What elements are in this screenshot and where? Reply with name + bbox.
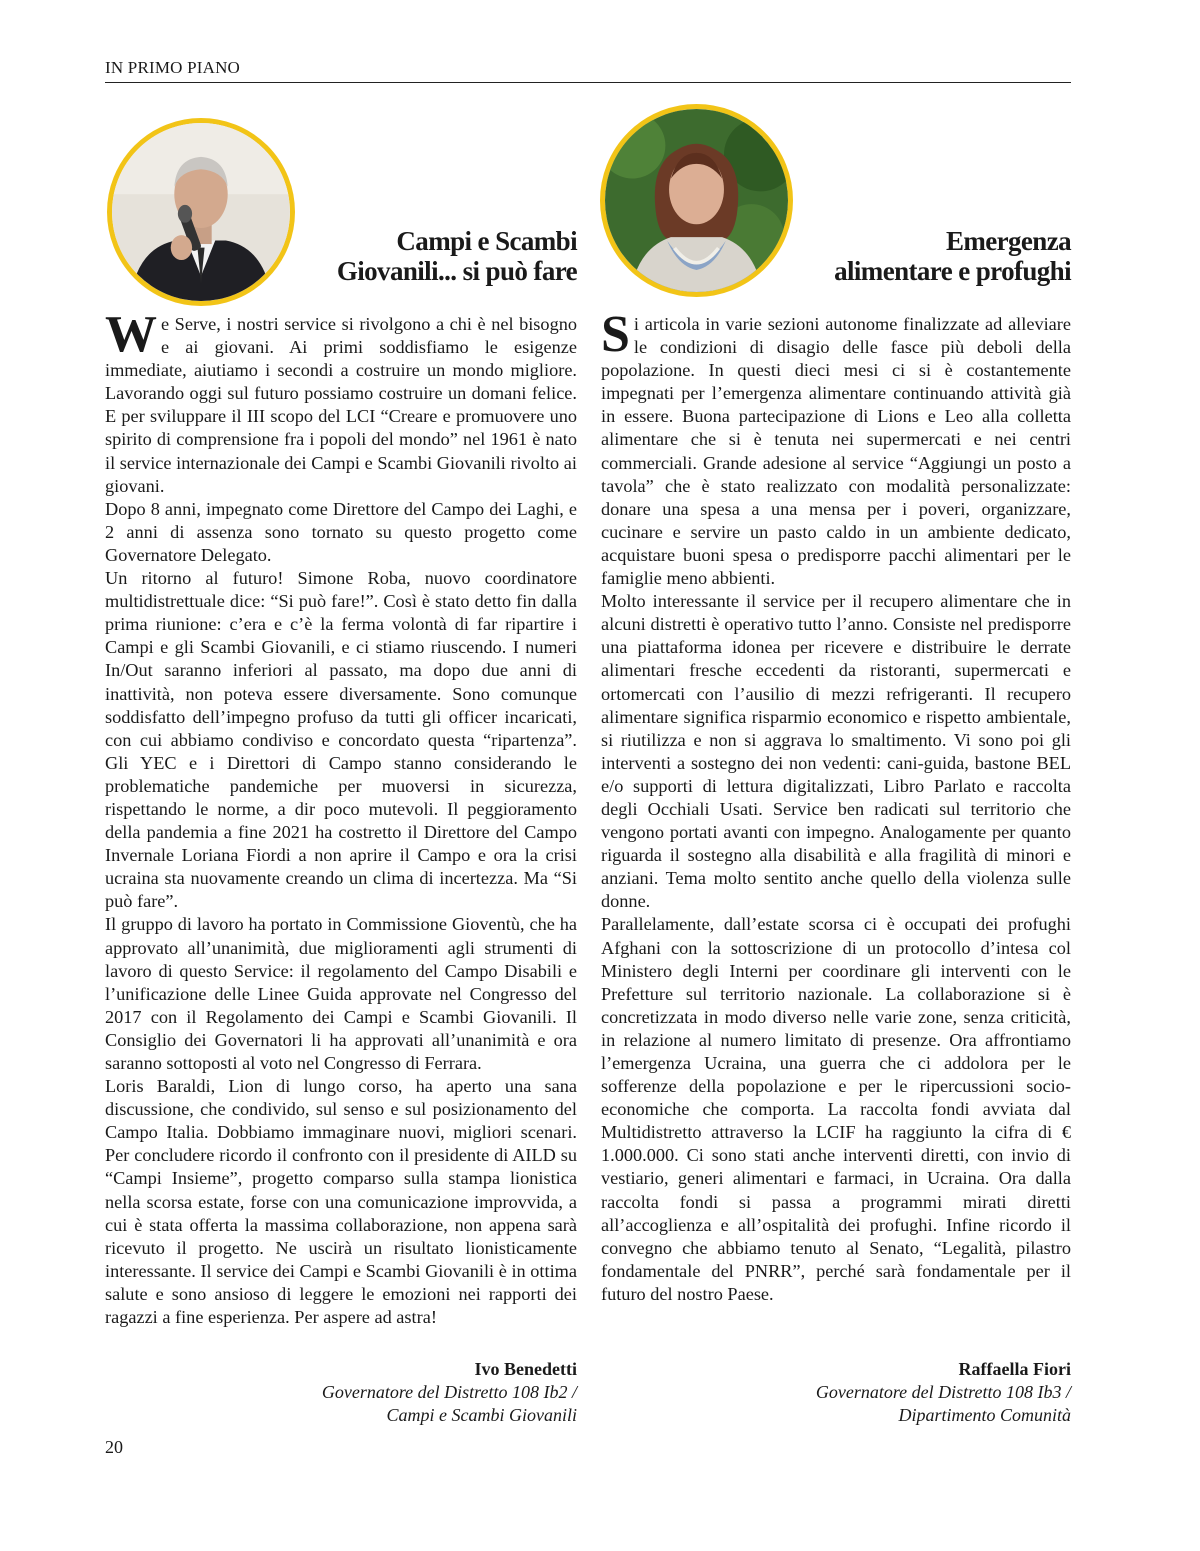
right-paragraph [601, 306, 1071, 590]
page-number: 20 [105, 1437, 123, 1457]
left-article-title [300, 226, 577, 286]
left-title-line1: Campi e Scambi [396, 226, 577, 256]
right-paragraph: Parallelamente, dall’estate scorsa ci è occupati dei profughi Afghani con la sottoscrizione di un protocollo d’intesa col Ministero degli Interni per coordinare gli interventi con le Prefetture sul territorio nazionale. La collaborazione si è concretizzata in modo diverso nelle varie zone, senza criticità, in relazione al numero limitato di presenze. Ora affrontiamo l’emergenza Ucraina, una guerra che ci addolora per le sofferenze della popolazione e per le ripercussioni socio-economiche che comporta. La raccolta fondi avviata dal Multidistretto attraverso la LCIF ha raggiunto la cifra di € 1.000.000. Ci sono stati anche interventi diretti, con invio di vestiario, generi alimentari e farmaci, in Ucraina. Ora dalla raccolta fondi si passa a programmi mirati diretti all’accoglienza e all’ospitalità dei profughi. Infine ricordo il convegno che abbiamo tenuto al Senato, “Legalità, pilastro fondamentale del PNRR”, perché sarà fondamentale per il futuro del nostro Paese. [601, 914, 1071, 1304]
section-header: IN PRIMO PIANO [105, 58, 1071, 83]
author-name: Raffaella Fiori [958, 1359, 1071, 1379]
left-paragraph: Dopo 8 anni, impegnato come Direttore del Campo dei Laghi, e 2 anni di assenza sono tornato su questo progetto come Governatore Delegato. [105, 498, 577, 565]
right-article-body [601, 306, 1071, 1306]
left-paragraph: Loris Baraldi, Lion di lungo corso, ha aperto una sana discussione, che condivido, sul senso e sul posizionamento del Campo Italia. Dobbiamo immaginare nuovi, migliori scenari. Per concludere ricordo il confronto con il presidente di AILD su “Campi Insieme”, progetto comparso sulla stampa lionistica nella scorsa estate, forse con una comunicazione improvvida, a cui è stata offerta la massima collaborazione, non appena sarà ricevuto il progetto. Ne uscirà un risultato lionisticamente interessante. Il service dei Campi e Scambi Giovanili è in ottima salute e sono ansioso di leggere le emozioni nei rapporti dei ragazzi a fine esperienza. Per aspere ad astra! [105, 1076, 577, 1328]
left-paragraph [105, 306, 577, 498]
right-paragraph: Molto interessante il service per il recupero alimentare che in alcuni distretti è operativo tutto l’anno. Consiste nel predisporre una piattaforma idonea per ricevere e distribuire le derrate alimentari fresche eccedenti da ristoranti, supermercati e ortomercati con l’ausilio di mezzi refrigeranti. Il recupero alimentare significa risparmio economico e rispetto ambientale, si riutilizza e non si aggrava lo smaltimento. Vi sono poi gli interventi a sostegno dei non vedenti: cani-guida, bastone BEL e/o supporti di lettura digitalizzati, Libro Parlato e raccolta degli Occhiali Usati. Service ben radicati sul territorio che vengono portati avanti con impegno. Analogamente per quanto riguarda il sostegno alla disabilità e alla fragilità di minori e anziani. Tema molto sentito anche quello della violenza sulle donne. [601, 591, 1071, 912]
left-paragraph: Il gruppo di lavoro ha portato in Commissione Gioventù, che ha approvato all’unanimità, due miglioramenti agli strumenti di lavoro di questo Service: il regolamento del Campo Disabili e l’unificazione delle Linee Guida approvate nel Congresso del 2017 con il Regolamento dei Campi e Scambi Giovanili. Il Consiglio dei Governatori li ha approvati all’unanimità e ora saranno sottoposti al voto nel Congresso di Ferrara. [105, 914, 577, 1073]
right-title-line1: Emergenza [945, 226, 1071, 256]
right-dropcap: S [601, 306, 630, 363]
author-role: Dipartimento Comunità [898, 1405, 1071, 1425]
left-dropcap: W [105, 306, 157, 363]
left-paragraph: Un ritorno al futuro! Simone Roba, nuovo coordinatore multidistrettuale dice: “Si può fare!”. Così è stato detto fin dalla prima riunione: c’era e c’è la ferma volontà di far ripartire i Campi e gli Scambi Giovanili, e ci stiamo riuscendo. I numeri In/Out saranno inferiori al passato, ma dopo due anni di inattività, non poteva essere diversamente. Sono comunque soddisfatto dell’impegno profuso da tutti gli officer incaricati, con cui abbiamo condiviso e concordato questa “ripartenza”. Gli YEC e i Direttori di Campo stanno considerando le problematiche pandemiche per muoversi in sicurezza, rispettando le norme, a dir poco mutevoli. Il peggioramento della pandemia a fine 2021 ha costretto il Direttore del Campo Invernale Loriana Fiordi a non aprire il Campo e ora la crisi ucraina sta nuovamente creando un clima di incertezza. Ma “Si può fare”. [105, 568, 577, 912]
author-role: Campi e Scambi Giovanili [386, 1405, 577, 1425]
left-title-line2: Giovanili... si può fare [336, 256, 577, 286]
left-article-body [105, 306, 577, 1329]
author-role: Governatore del Distretto 108 Ib2 / [321, 1382, 577, 1402]
left-paragraph-text: e Serve, i nostri service si rivolgono a chi è nel bisogno e ai giovani. Ai primi soddisfiamo le esigenze immediate, aiutiamo i secondi a costruire un mondo migliore. Lavorando oggi sul futuro possiamo costruire un domani felice. E per sviluppare il III scopo del LCI “Creare e promuovere uno spirito di comprensione fra i popoli del mondo” nel 1961 è nato il service internazionale dei Campi e Scambi Giovanili rivolto ai giovani. [105, 314, 577, 496]
portrait-ivo-benedetti [107, 118, 295, 306]
author-name: Ivo Benedetti [474, 1359, 577, 1379]
right-paragraph-text: i articola in varie sezioni autonome finalizzate ad alleviare le condizioni di disagio delle fasce più deboli della popolazione. In questi dieci mesi ci si è costantemente impegnati per l’emergenza alimentare continuando attività già in essere. Buona partecipazione di Lions e Leo alla colletta alimentare che si è tenuta nei supermercati e nei centri commerciali. Grande adesione al service “Aggiungi un posto a tavola” che è stato realizzato con modalità personalizzate: donare una spesa a una mensa per i poveri, organizzare, cucinare e servire un pasto caldo in un ambiente dedicato, acquistare buoni spesa o predisporre pacchi alimentari per le famiglie meno abbienti. [601, 314, 1071, 589]
author-role: Governatore del Distretto 108 Ib3 / [815, 1382, 1071, 1402]
portrait-raffaella-fiori [600, 104, 793, 297]
left-signature [200, 1358, 577, 1427]
right-article-title [794, 226, 1071, 286]
right-title-line2: alimentare e profughi [834, 256, 1071, 286]
right-signature [694, 1358, 1071, 1427]
